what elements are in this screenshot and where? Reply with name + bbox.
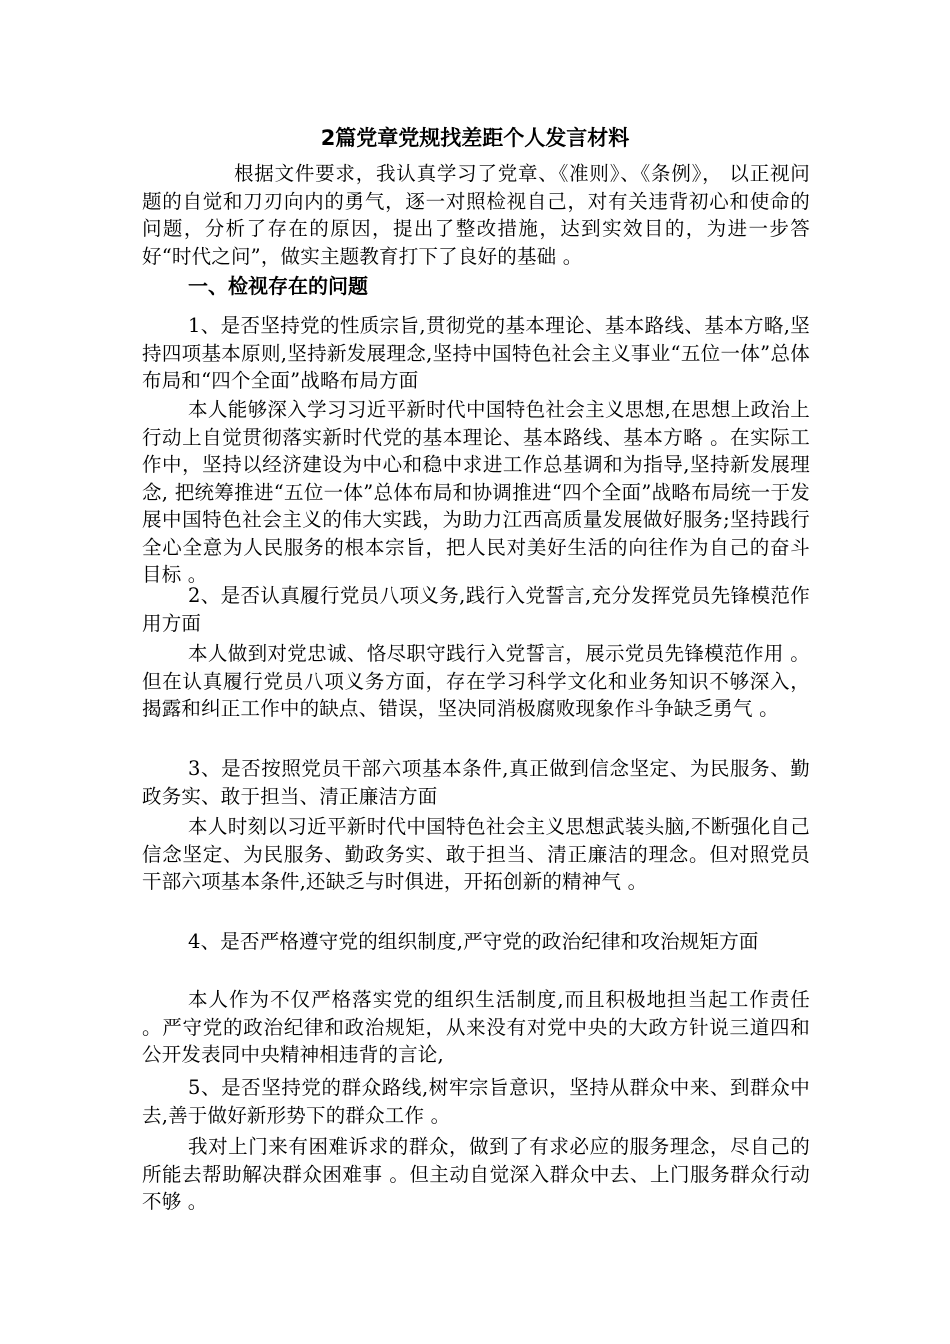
intro-paragraph: 根据文件要求，我认真学习了党章、《准则》、《条例》， 以正视问题的自觉和刀刃向内的勇气，逐一对照检视自己，对有关违背初心和使命的问题，分析了存在的原因，提出了整改措施，达到实效目的，为进一步答好“时代之问”，做实主题教育打下了良好的基础 。 bbox=[142, 162, 810, 268]
section-heading: 一、检视存在的问题 bbox=[188, 274, 368, 298]
document-title: 2篇党章党规找差距个人发言材料 bbox=[320, 126, 630, 150]
item-4-answer: 本人作为不仅严格落实党的组织生活制度,而且积极地担当起工作责任 。严守党的政治纪律和政治规矩，从来没有对党中央的大政方针说三道四和公开发表同中央精神相违背的言论, bbox=[142, 988, 810, 1066]
item-1-question: 1、是否坚持党的性质宗旨,贯彻党的基本理论、基本路线、基本方略,坚持四项基本原则,坚持新发展理念,坚持中国特色社会主义事业“五位一体”总体布局和“四个全面”战略布局方面 bbox=[142, 314, 810, 392]
item-2-question: 2、是否认真履行党员八项义务,践行入党誓言,充分发挥党员先锋模范作用方面 bbox=[142, 584, 810, 635]
item-4-question: 4、是否严格遵守党的组织制度,严守党的政治纪律和攻治规矩方面 bbox=[188, 930, 759, 953]
item-3-question: 3、是否按照党员干部六项基本条件,真正做到信念坚定、为民服务、勤政务实、敢于担当、清正廉洁方面 bbox=[142, 757, 810, 808]
item-3-answer: 本人时刻以习近平新时代中国特色社会主义思想武装头脑,不断强化自己信念坚定、为民服务、勤政务实、敢于担当、清正廉洁的理念。但对照党员干部六项基本条件,还缺乏与时俱进，开拓创新的精神气 。 bbox=[142, 815, 810, 893]
item-5-question: 5、是否坚持党的群众路线,树牢宗旨意识，坚持从群众中来、到群众中去,善于做好新形势下的群众工作 。 bbox=[142, 1076, 810, 1127]
item-5-answer: 我对上门来有困难诉求的群众，做到了有求必应的服务理念，尽自己的所能去帮助解决群众困难事 。但主动自觉深入群众中去、上门服务群众行动不够 。 bbox=[142, 1135, 810, 1213]
item-1-answer: 本人能够深入学习习近平新时代中国特色社会主义思想,在思想上政治上行动上自觉贯彻落实新时代党的基本理论、基本路线、基本方略 。在实际工作中，坚持以经济建设为中心和稳中求进工作总基调和为指导,坚持新发展理念, 把统筹推进“五位一体”总体布局和协调推进“四个全面”战略布局统一于发展中国特色社会主义的伟大实践，为助力江西高质量发展做好服务;坚持践行全心全意为人民服务的根本宗旨，把人民对美好生活的向往作为自己的奋斗目标 。 bbox=[142, 398, 810, 586]
item-2-answer: 本人做到对党忠诚、恪尽职守践行入党誓言，展示党员先锋模范作用 。但在认真履行党员八项义务方面，存在学习科学文化和业务知识不够深入，揭露和纠正工作中的缺点、错误，坚决同消极腐败现象作斗争缺乏勇气 。 bbox=[142, 642, 810, 720]
